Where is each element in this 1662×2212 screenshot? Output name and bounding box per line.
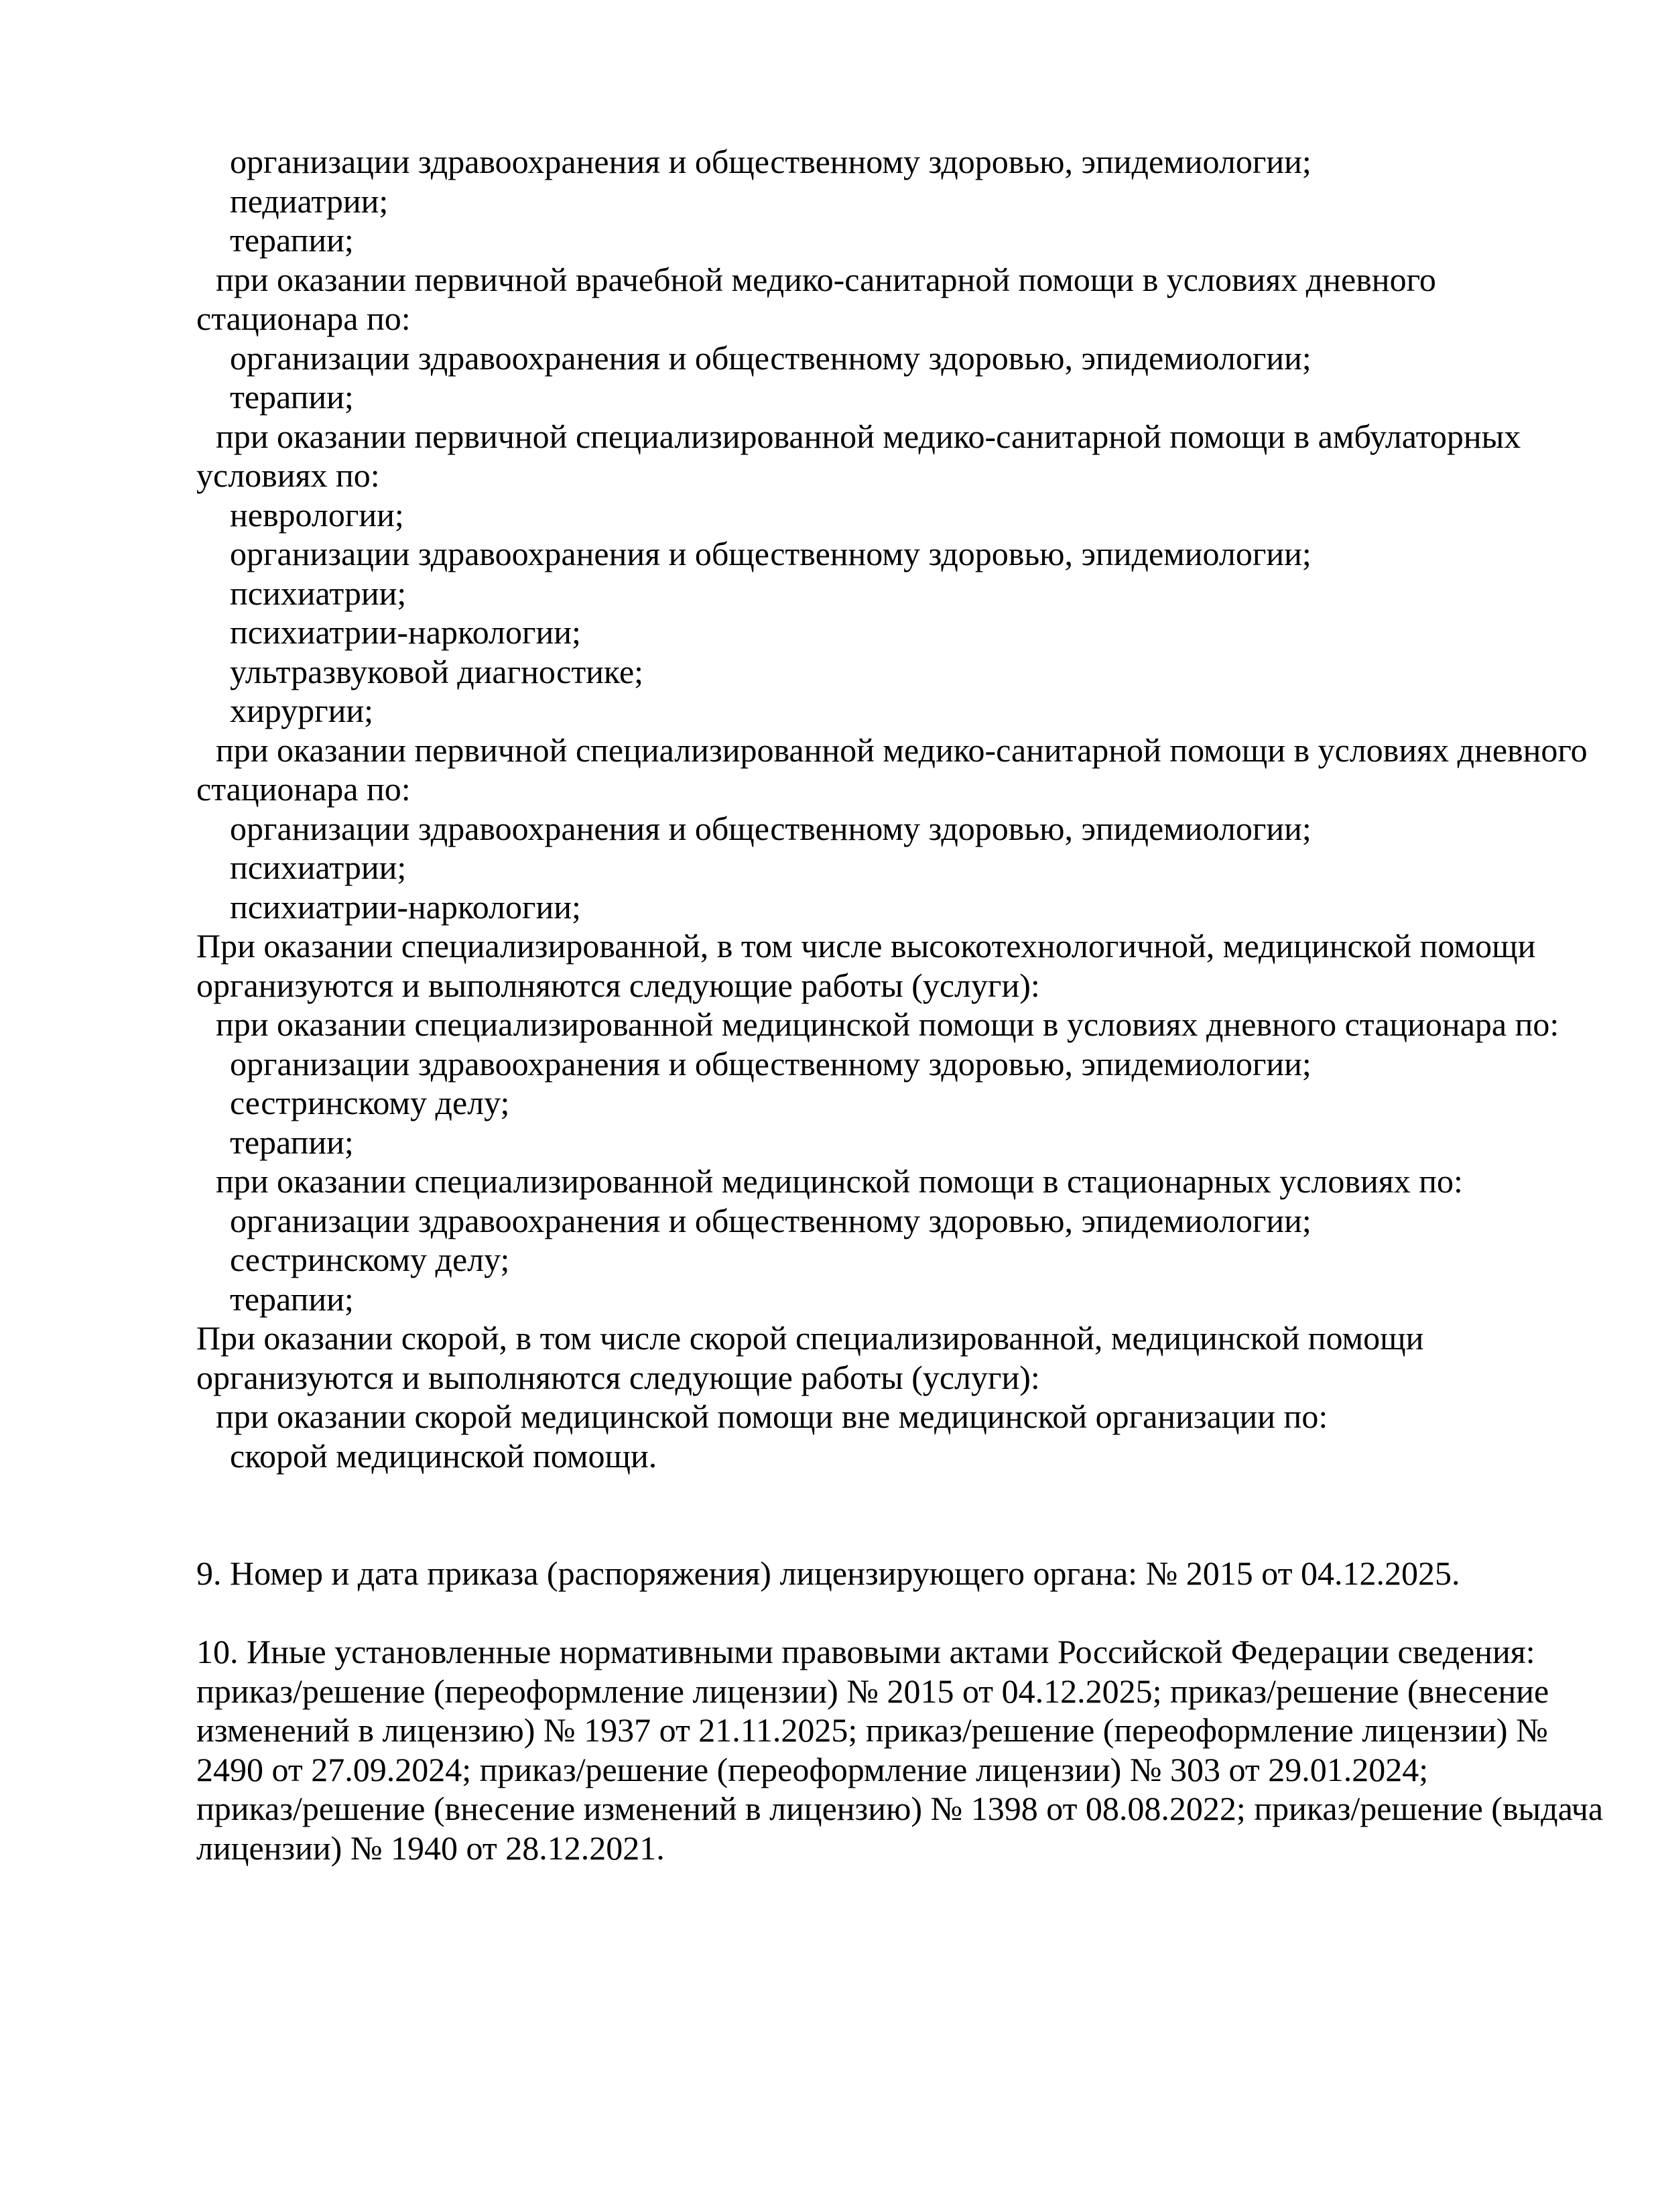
text-line: При оказании специализированной, в том числе высокотехнологичной, медицинской помощи — [196, 927, 1536, 965]
text-block — [0, 142, 1662, 1867]
text-line: при оказании первичной врачебной медико-санитарной помощи в условиях дневного — [216, 260, 1436, 298]
text-line: при оказании специализированной медицинской помощи в условиях дневного стационара по: — [216, 1005, 1559, 1043]
text-line: организации здравоохранения и общественному здоровью, эпидемиологии; — [230, 809, 1312, 847]
text-line: организации здравоохранения и общественному здоровью, эпидемиологии; — [230, 535, 1312, 572]
text-line: хирургии; — [230, 692, 374, 729]
text-line: терапии; — [230, 221, 354, 259]
text-line: при оказании первичной специализированной медико-санитарной помощи в условиях дневного — [216, 731, 1588, 769]
text-line: психиатрии; — [230, 574, 407, 612]
text-line: стационара по: — [196, 300, 411, 337]
text-line: лицензии) № 1940 от 28.12.2021. — [196, 1829, 665, 1867]
text-line: При оказании скорой, в том числе скорой специализированной, медицинской помощи — [196, 1319, 1424, 1357]
blank-line — [0, 1515, 1662, 1554]
text-line: педиатрии; — [230, 182, 389, 220]
text-line: организации здравоохранения и общественному здоровью, эпидемиологии; — [230, 143, 1312, 180]
text-line: терапии; — [230, 378, 354, 416]
text-line: психиатрии-наркологии; — [230, 613, 581, 651]
text-line: приказ/решение (переоформление лицензии) № 2015 от 04.12.2025; приказ/решение (внесение — [196, 1672, 1549, 1710]
blank-line — [0, 1475, 1662, 1515]
text-line: при оказании первичной специализированной медико-санитарной помощи в амбулаторных — [216, 417, 1521, 455]
text-line: психиатрии-наркологии; — [230, 887, 581, 926]
text-line: при оказании скорой медицинской помощи вне медицинской организации по: — [216, 1398, 1328, 1435]
text-line: организуются и выполняются следующие работы (услуги): — [196, 966, 1040, 1004]
text-line: организации здравоохранения и общественному здоровью, эпидемиологии; — [230, 1201, 1312, 1239]
text-line: приказ/решение (внесение изменений в лицензию) № 1398 от 08.08.2022; приказ/решение (выдача — [196, 1790, 1604, 1827]
text-line: сестринскому делу; — [230, 1084, 510, 1121]
text-line: терапии; — [230, 1280, 354, 1318]
text-line: стационара по: — [196, 770, 411, 808]
text-line: сестринскому делу; — [230, 1241, 510, 1278]
text-line: изменений в лицензию) № 1937 от 21.11.2025; приказ/решение (переоформление лицензии) № — [196, 1711, 1548, 1749]
text-line: организуются и выполняются следующие работы (услуги): — [196, 1358, 1040, 1396]
text-line: психиатрии; — [230, 849, 407, 886]
text-line: скорой медицинской помощи. — [230, 1436, 657, 1475]
text-line: организации здравоохранения и общественному здоровью, эпидемиологии; — [230, 339, 1312, 377]
text-line: неврологии; — [230, 495, 404, 534]
text-line: условиях по: — [196, 456, 380, 494]
text-line: терапии; — [230, 1123, 354, 1161]
text-line: 10. Иные установленные нормативными правовыми актами Российской Федерации сведения: — [196, 1633, 1535, 1670]
text-line: 2490 от 27.09.2024; приказ/решение (переоформление лицензии) № 303 от 29.01.2024; — [196, 1750, 1429, 1788]
text-line: организации здравоохранения и общественному здоровью, эпидемиологии; — [230, 1044, 1312, 1083]
blank-line — [0, 1593, 1662, 1633]
text-line: ультразвуковой диагностике; — [230, 652, 644, 690]
text-line: при оказании специализированной медицинской помощи в стационарных условиях по: — [216, 1162, 1463, 1200]
text-line: 9. Номер и дата приказа (распоряжения) лицензирующего органа: № 2015 от 04.12.2025. — [196, 1554, 1460, 1592]
